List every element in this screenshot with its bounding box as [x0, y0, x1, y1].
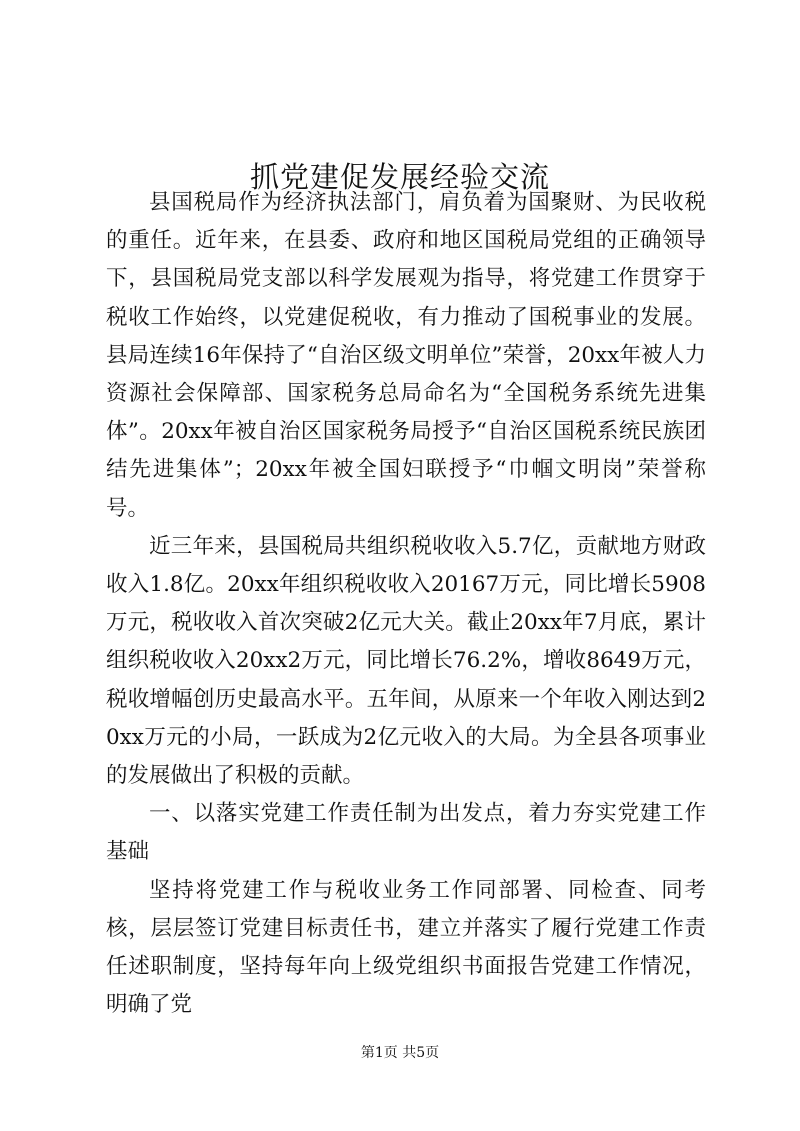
document-title: 抓党建促发展经验交流	[249, 160, 550, 195]
section-heading: 一、以落实党建工作责任制为出发点，着力夯实党建工作基础	[106, 801, 706, 865]
document-body	[106, 184, 706, 1024]
paragraph: 近三年来，县国税局共组织税收收入5.7亿，贡献地方财政收入1.8亿。20xx年组织税收收入20167万元，同比增长5908万元，税收收入首次突破2亿元大关。截止20xx年7月底，累计组织税收收入20xx2万元，同比增长76.2%，增收8649万元，税收增幅创历史最高水平。五年间，从原来一个年收入刚达到20xx万元的小局，一跃成为2亿元收入的大局。为全县各项事业的发展做出了积极的贡献。	[106, 533, 706, 789]
paragraph: 县国税局作为经济执法部门，肩负着为国聚财、为民收税的重任。近年来，在县委、政府和地区国税局党组的正确领导下，县国税局党支部以科学发展观为指导，将党建工作贯穿于税收工作始终，以党建促税收，有力推动了国税事业的发展。县局连续16年保持了“自治区级文明单位”荣誉，20xx年被人力资源社会保障部、国家税务总局命名为“全国税务系统先进集体”。20xx年被自治区国家税务局授予“自治区国税系统民族团结先进集体”；20xx年被全国妇联授予“巾帼文明岗”荣誉称号。	[106, 190, 706, 521]
paragraph: 坚持将党建工作与税收业务工作同部署、同检查、同考核，层层签订党建目标责任书，建立并落实了履行党建工作责任述职制度，坚持每年向上级党组织书面报告党建工作情况，明确了党	[106, 877, 706, 1018]
page-number-footer: 第1页 共5页	[360, 1045, 440, 1061]
